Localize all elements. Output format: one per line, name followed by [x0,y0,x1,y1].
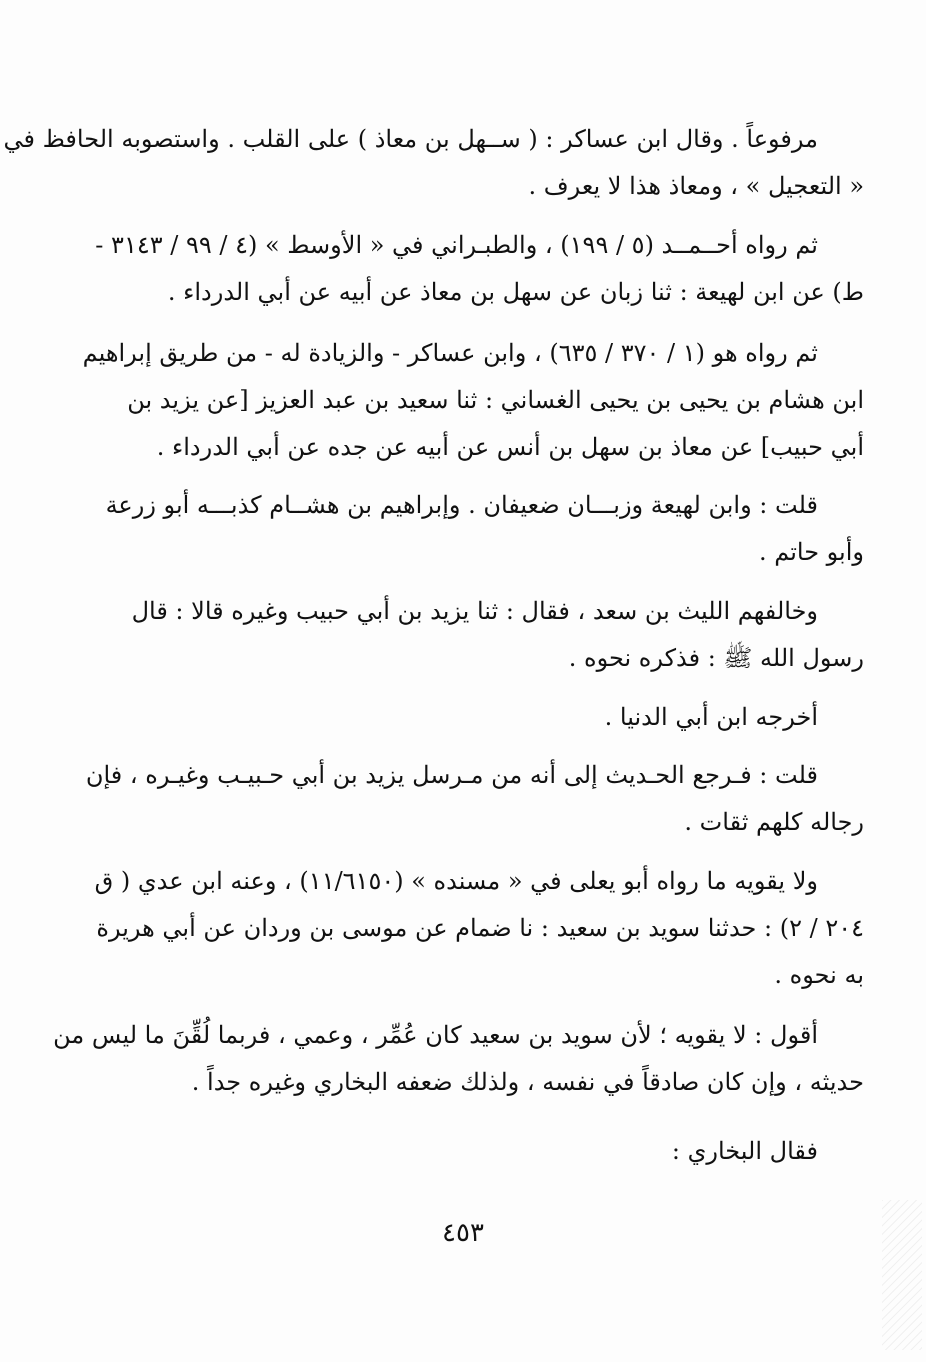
paragraph-3 [82,330,864,471]
text-line: ابن هشام بن يحيى بن يحيى الغساني : ثنا سعيد بن عبد العزيز [عن يزيد بن [127,386,864,414]
paragraph-5 [112,588,864,682]
paragraph-8 [94,858,864,999]
paragraph-9 [53,1012,864,1106]
text-line: أقول : لا يقويه ؛ لأن سويد بن سعيد كان عُمِّر ، وعمي ، فربما لُقِّنَ ما ليس من [53,1021,818,1049]
text-line: فقال البخاري : [671,1137,818,1165]
text-line: قلت : فـرجع الحـديث إلى أنه من مـرسل يزيد بن أبي حـبيـب وغيـره ، فإن [85,761,818,789]
paragraph-1 [3,116,864,210]
text-line: « التعجيل » ، ومعاذ هذا لا يعرف . [528,172,864,200]
paragraph-2 [95,222,864,316]
text-line: ثم رواه أحــمــد (٥ / ١٩٩) ، والطبـراني في « الأوسط » (٤ / ٩٩ / ٣١٤٣ - [95,231,818,259]
paragraph-10 [112,1128,864,1175]
text-line: أبي حبيب] عن معاذ بن سهل بن أنس عن أبيه عن جده عن أبي الدرداء . [156,433,864,461]
text-line: مرفوعاً . وقال ابن عساكر : ( ســهل بن معاذ ) على القلب . واستصوبه الحافظ في [3,125,818,153]
paragraph-4 [105,482,864,576]
text-line: قلت : وابن لهيعة وزبـــان ضعيفان . وإبراهيم بن هشــام كذبـــه أبو زرعة [105,491,818,519]
text-line: حديثه ، وإن كان صادقاً في نفسه ، ولذلك ضعفه البخاري وغيره جداً . [191,1068,864,1096]
text-line: به نحوه . [774,961,864,989]
text-line: ط) عن ابن لهيعة : ثنا زبان عن سهل بن معاذ عن أبيه عن أبي الدرداء . [167,278,864,306]
scan-edge-texture [882,1200,922,1350]
text-line: رجاله كلهم ثقات . [684,808,864,836]
paragraph-7 [85,752,864,846]
text-line: أخرجه ابن أبي الدنيا . [604,703,818,731]
text-line: وخالفهم الليث بن سعد ، فقال : ثنا يزيد بن أبي حبيب وغيره قالا : قال [131,597,818,625]
paragraph-6 [112,694,864,741]
text-line: ٢٠٤ / ٢) : حدثنا سويد بن سعيد : نا ضمام عن موسى بن وردان عن أبي هريرة [96,914,864,942]
text-line: ولا يقويه ما رواه أبو يعلى في « مسنده » (١١/٦١٥٠) ، وعنه ابن عدي ( ق [94,867,818,895]
text-line: وأبو حاتم . [758,538,864,566]
page-number: ٤٥٣ [442,1218,484,1248]
text-line: ثم رواه هو (١ / ٣٧٠ / ٦٣٥) ، وابن عساكر - والزيادة له - من طريق إبراهيم [82,339,818,367]
text-line: رسول الله ﷺ : فذكره نحوه . [568,644,864,672]
